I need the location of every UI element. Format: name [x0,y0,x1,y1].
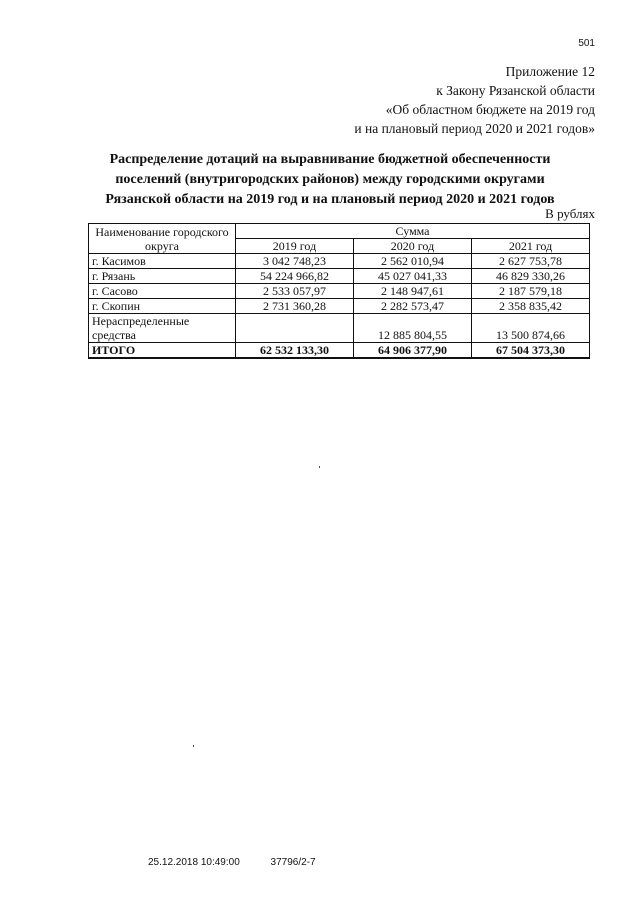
footer-timestamp: 25.12.2018 10:49:00 [148,857,240,868]
row-value: 2 282 573,47 [354,299,472,314]
total-value: 67 504 373,30 [472,343,590,359]
table-row [89,269,590,284]
table-row [89,284,590,299]
row-value: 2 533 057,97 [236,284,354,299]
document-title [80,150,580,210]
row-value: 3 042 748,23 [236,254,354,269]
title-line: Рязанской области на 2019 год и на плановый период 2020 и 2021 годов [105,192,555,207]
row-name: г. Сасово [89,284,236,299]
row-value: 45 027 041,33 [354,269,472,284]
title-line: Распределение дотаций на выравнивание бюджетной обеспеченности [109,152,551,167]
table-row [89,254,590,269]
header-year: 2021 год [472,239,590,254]
row-name-line: средства [92,328,137,342]
row-name [89,314,236,343]
row-value: 54 224 966,82 [236,269,354,284]
row-value: 2 148 947,61 [354,284,472,299]
scan-speck [193,745,194,747]
row-value [236,314,354,343]
row-value: 2 731 360,28 [236,299,354,314]
row-name: г. Касимов [89,254,236,269]
header-year: 2019 год [236,239,354,254]
page-number: 501 [578,38,595,49]
row-name: г. Скопин [89,299,236,314]
row-value: 2 187 579,18 [472,284,590,299]
footer-doc-number: 37796/2-7 [270,857,316,868]
table-row [89,314,590,343]
row-value: 12 885 804,55 [354,314,472,343]
header-year: 2020 год [354,239,472,254]
row-name: г. Рязань [89,269,236,284]
row-value: 2 562 010,94 [354,254,472,269]
header-name-column: Наименование городского округа [89,224,236,254]
footer [148,857,316,868]
row-value: 13 500 874,66 [472,314,590,343]
row-name-line: Нераспределенные [92,314,190,328]
table-header-row [89,224,590,239]
appendix-line: Приложение 12 [505,64,595,79]
table-row [89,299,590,314]
row-value: 2 358 835,42 [472,299,590,314]
units-label: В рублях [545,206,595,221]
scan-speck [319,466,320,468]
appendix-line: и на плановый период 2020 и 2021 годов» [354,121,595,136]
total-value: 62 532 133,30 [236,343,354,359]
row-value: 46 829 330,26 [472,269,590,284]
total-label: ИТОГО [89,343,236,359]
total-value: 64 906 377,90 [354,343,472,359]
table-total-row [89,343,590,359]
appendix-line: к Закону Рязанской области [436,83,595,98]
header-sum-column: Сумма [236,224,590,239]
allocation-table [88,223,590,359]
appendix-line: «Об областном бюджете на 2019 год [385,102,595,117]
row-value: 2 627 753,78 [472,254,590,269]
appendix-header [354,62,595,138]
title-line: поселений (внутригородских районов) между городскими округами [115,172,545,187]
